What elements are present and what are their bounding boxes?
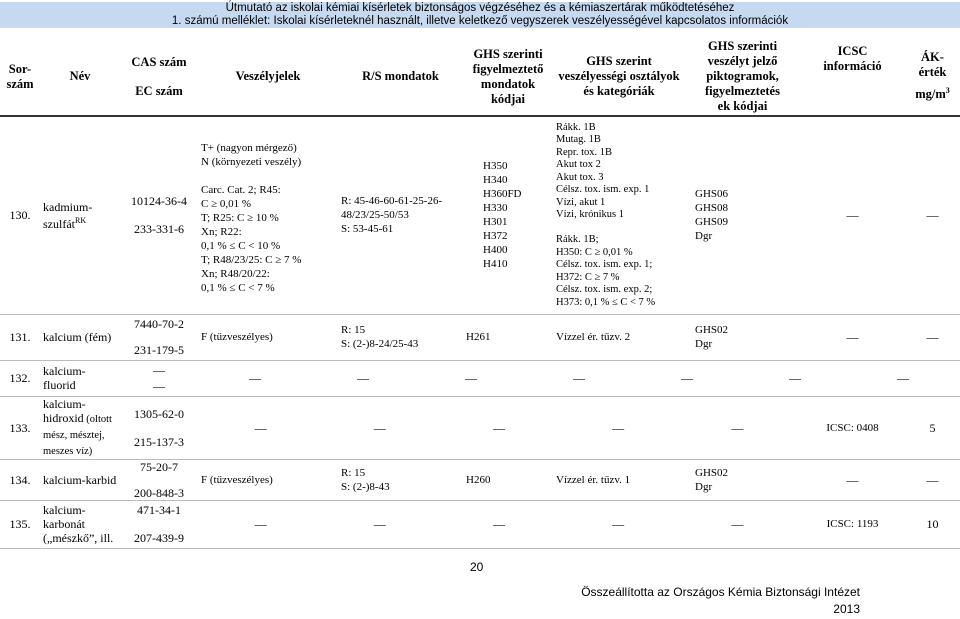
cell-ghs-piktogram: GHS02 Dgr bbox=[685, 459, 800, 500]
cell-ak: — bbox=[905, 314, 960, 360]
cell-empty-values bbox=[198, 500, 800, 548]
cell-cas-ec: 1305-62-0 215-137-3 bbox=[120, 396, 198, 459]
cell-ak: 10 bbox=[905, 500, 960, 548]
cell-icsc: — bbox=[800, 116, 905, 314]
footer-year: 2013 bbox=[833, 602, 860, 616]
cell-ghs-piktogram: GHS06 GHS08 GHS09 Dgr bbox=[685, 116, 800, 314]
col-header-sorszam: Sor- szám bbox=[0, 38, 40, 116]
cell-ghs-mondatok: H261 bbox=[463, 314, 553, 360]
cell-icsc: — bbox=[800, 459, 905, 500]
cell-no: 131. bbox=[0, 314, 40, 360]
cell-name: kalcium (fém) bbox=[40, 314, 120, 360]
col-header-ghs-piktogram: GHS szerinti veszélyt jelző piktogramok, figyelmeztetés ek kódjai bbox=[685, 38, 800, 116]
cell-cas-ec: — — bbox=[120, 360, 198, 396]
table-row bbox=[0, 314, 960, 360]
cell-cas-ec: 75-20-7 200-848-3 bbox=[120, 459, 198, 500]
cell-ghs-mondatok: H260 bbox=[463, 459, 553, 500]
dash-mark: — bbox=[492, 517, 505, 531]
cell-ak: — bbox=[905, 459, 960, 500]
page-number: 20 bbox=[470, 560, 484, 574]
cell-ghs-osztalyok: Rákk. 1B Mutag. 1B Repr. tox. 1B Akut tox 2 Akut tox. 3 Célsz. tox. ism. exp. 1 Vízi, akut 1 Vízi, krónikus 1 Rákk. 1B; H350: C ≥ 0,01 % Célsz. tox. ism. exp. 1; H372: C ≥ 7 % Célsz. tox. ism. exp. 2; H373: 0,1 % ≤ C < 7 % bbox=[553, 116, 685, 314]
document-header-line1: Útmutató az iskolai kémiai kísérletek biztonságos végzéséhez és a kémiaszertárak működtetéséhez bbox=[0, 2, 960, 15]
dash-mark: — bbox=[731, 420, 744, 435]
dash-mark: — bbox=[249, 371, 261, 385]
cell-ghs-osztalyok: Vízzel ér. tűzv. 1 bbox=[553, 459, 685, 500]
cell-name: kadmium- szulfát$^{RK}$ bbox=[40, 116, 120, 314]
col-header-ec: EC szám bbox=[135, 83, 183, 98]
col-header-ak-unit: $mg/m^3$ bbox=[915, 86, 950, 102]
dash-mark: — bbox=[789, 371, 801, 385]
cell-rs: R: 15 S: (2-)8-43 bbox=[338, 459, 463, 500]
cell-veszelyjelek: T+ (nagyon mérgező) N (környezeti veszély) Carc. Cat. 2; R45: C ≥ 0,01 % T; R25: C ≥ 10 % Xn; R22: 0,1 % ≤ C < 10 % T; R48/23/25: C ≥ 7 % Xn; R48/20/22: 0,1 % ≤ C < 7 % bbox=[198, 116, 338, 314]
table-header-row bbox=[0, 38, 960, 116]
col-header-ghs-mondatok: GHS szerinti figyelmeztető mondatok kódjai bbox=[463, 38, 553, 116]
hazard-table bbox=[0, 38, 960, 549]
col-header-ak bbox=[905, 38, 960, 116]
table-row bbox=[0, 396, 960, 459]
col-header-rs: R/S mondatok bbox=[338, 38, 463, 116]
dash-mark: — bbox=[731, 517, 744, 531]
dash-mark: — bbox=[492, 420, 505, 435]
dash-mark: — bbox=[612, 420, 625, 435]
table-row bbox=[0, 459, 960, 500]
dash-mark: — bbox=[573, 371, 585, 385]
cell-ak: 5 bbox=[905, 396, 960, 459]
cell-icsc: ICSC: 0408 bbox=[800, 396, 905, 459]
cell-cas-ec: 10124-36-4 233-331-6 bbox=[120, 116, 198, 314]
cell-empty-values bbox=[198, 396, 800, 459]
cell-rs: R: 15 S: (2-)8-24/25-43 bbox=[338, 314, 463, 360]
col-header-nev: Név bbox=[40, 38, 120, 116]
col-header-cas: CAS szám bbox=[131, 54, 187, 69]
footer-organization bbox=[560, 584, 860, 618]
cell-veszelyjelek: F (tűzveszélyes) bbox=[198, 459, 338, 500]
cell-ghs-osztalyok: Vízzel ér. tűzv. 2 bbox=[553, 314, 685, 360]
cell-icsc: — bbox=[800, 314, 905, 360]
cell-ak: — bbox=[905, 116, 960, 314]
col-header-ghs-osztalyok: GHS szerint veszélyességi osztályok és kategóriák bbox=[553, 38, 685, 116]
dash-mark: — bbox=[897, 371, 909, 385]
cell-veszelyjelek: F (tűzveszélyes) bbox=[198, 314, 338, 360]
dash-mark: — bbox=[681, 371, 693, 385]
cell-name: kalcium- fluorid bbox=[40, 360, 120, 396]
col-header-veszelyjelek: Veszélyjelek bbox=[198, 38, 338, 116]
cell-name: kalcium-karbid bbox=[40, 459, 120, 500]
dash-mark: — bbox=[357, 371, 369, 385]
cell-empty-values bbox=[198, 360, 960, 396]
dash-mark: — bbox=[373, 420, 386, 435]
cell-cas-ec: 471-34-1 207-439-9 bbox=[120, 500, 198, 548]
dash-mark: — bbox=[373, 517, 386, 531]
table-row bbox=[0, 360, 960, 396]
col-header-cas-ec bbox=[120, 38, 198, 116]
col-header-ak-label: ÁK- érték bbox=[918, 50, 947, 80]
cell-ghs-mondatok: H350 H340 H360FD H330 H301 H372 H400 H410 bbox=[463, 116, 553, 314]
table-row bbox=[0, 116, 960, 314]
dash-mark: — bbox=[612, 517, 625, 531]
cell-icsc: ICSC: 1193 bbox=[800, 500, 905, 548]
cell-no: 132. bbox=[0, 360, 40, 396]
cell-no: 135. bbox=[0, 500, 40, 548]
cell-rs: R: 45-46-60-61-25-26- 48/23/25-50/53 S: 53-45-61 bbox=[338, 116, 463, 314]
footer-org-name: Összeállította az Országos Kémia Biztonsági Intézet bbox=[581, 585, 860, 599]
dash-mark: — bbox=[254, 420, 267, 435]
cell-no: 134. bbox=[0, 459, 40, 500]
cell-no: 130. bbox=[0, 116, 40, 314]
col-header-icsc: ICSC információ bbox=[800, 38, 905, 116]
dash-mark: — bbox=[465, 371, 477, 385]
cell-cas-ec: 7440-70-2 231-179-5 bbox=[120, 314, 198, 360]
cell-ghs-piktogram: GHS02 Dgr bbox=[685, 314, 800, 360]
table-row bbox=[0, 500, 960, 548]
dash-mark: — bbox=[254, 517, 267, 531]
cell-name: kalcium- hidroxid (oltott mész, mésztej, meszes víz) bbox=[40, 396, 120, 459]
cell-no: 133. bbox=[0, 396, 40, 459]
document-header-line2: 1. számú melléklet: Iskolai kísérleteknél használt, illetve keletkező vegyszerek veszélyességével kapcsolatos információk bbox=[0, 15, 960, 28]
cell-name: kalcium- karbonát („mészkő”, ill. bbox=[40, 500, 120, 548]
